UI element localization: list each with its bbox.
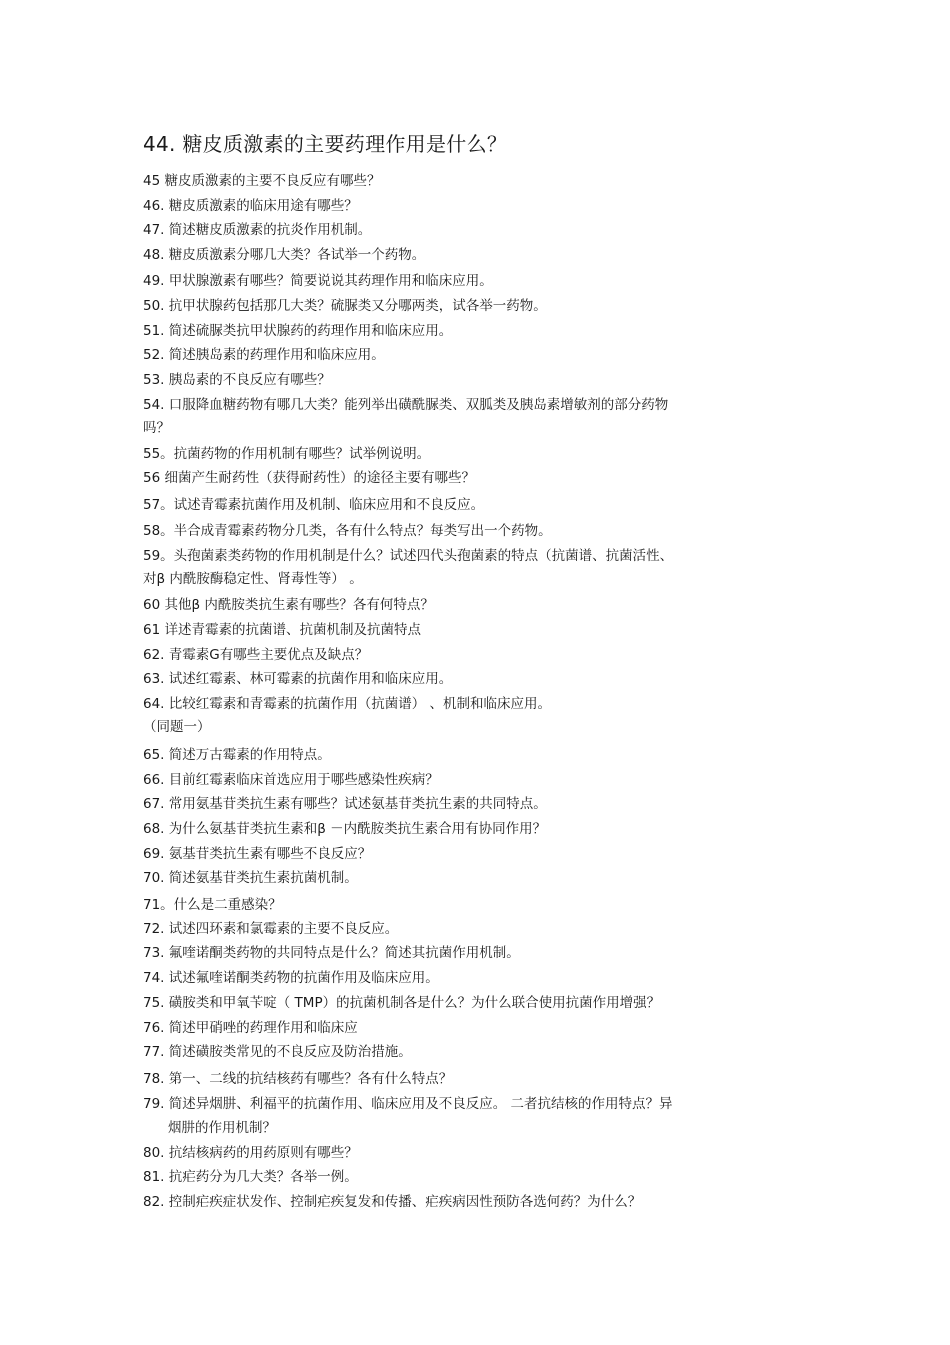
question-68: 68. 为什么氨基苷类抗生素和β －内酰胺类抗生素合用有协同作用？ <box>143 821 547 837</box>
question-78: 78. 第一、二线的抗结核药有哪些？各有什么特点？ <box>143 1071 453 1087</box>
question-64: 64. 比较红霉素和青霉素的抗菌作用（抗菌谱） 、机制和临床应用。 <box>143 696 552 712</box>
question-63: 63. 试述红霉素、林可霉素的抗菌作用和临床应用。 <box>143 671 453 687</box>
question-73: 73. 氟喹诺酮类药物的共同特点是什么？简述其抗菌作用机制。 <box>143 945 520 961</box>
question-79-continued: 烟肼的作用机制？ <box>168 1120 276 1136</box>
question-75: 75. 磺胺类和甲氧苄啶（ TMP）的抗菌机制各是什么？为什么联合使用抗菌作用增强？ <box>143 995 661 1011</box>
question-59-continued: 对β 内酰胺酶稳定性、肾毒性等） 。 <box>143 571 363 587</box>
question-70: 70. 简述氨基苷类抗生素抗菌机制。 <box>143 870 358 886</box>
question-47: 47. 简述糖皮质激素的抗炎作用机制。 <box>143 222 372 238</box>
question-46: 46. 糖皮质激素的临床用途有哪些？ <box>143 198 358 214</box>
question-49: 49. 甲状腺激素有哪些？简要说说其药理作用和临床应用。 <box>143 273 493 289</box>
question-54: 54. 口服降血糖药物有哪几大类？能列举出磺酰脲类、双胍类及胰岛素增敏剂的部分药物 <box>143 397 669 413</box>
question-66: 66. 目前红霉素临床首选应用于哪些感染性疾病？ <box>143 772 439 788</box>
question-62: 62. 青霉素G有哪些主要优点及缺点？ <box>143 647 369 663</box>
question-65: 65. 简述万古霉素的作用特点。 <box>143 747 331 763</box>
question-71: 71。什么是二重感染？ <box>143 897 282 913</box>
question-61: 61 详述青霉素的抗菌谱、抗菌机制及抗菌特点 <box>143 622 421 638</box>
question-64-continued: （同题一） <box>143 719 211 735</box>
question-56: 56 细菌产生耐药性（获得耐药性）的途径主要有哪些？ <box>143 470 475 486</box>
question-76: 76. 简述甲硝唑的药理作用和临床应 <box>143 1020 358 1036</box>
question-55: 55。抗菌药物的作用机制有哪些？试举例说明。 <box>143 446 431 462</box>
question-51: 51. 简述硫脲类抗甲状腺药的药理作用和临床应用。 <box>143 323 453 339</box>
question-53: 53. 胰岛素的不良反应有哪些？ <box>143 372 331 388</box>
question-44-heading: 44. 糖皮质激素的主要药理作用是什么？ <box>143 132 508 156</box>
question-59: 59。头孢菌素类药物的作用机制是什么？试述四代头孢菌素的特点（抗菌谱、抗菌活性、 <box>143 548 674 564</box>
question-58: 58。半合成青霉素药物分几类，各有什么特点？每类写出一个药物。 <box>143 523 552 539</box>
question-67: 67. 常用氨基苷类抗生素有哪些？试述氨基苷类抗生素的共同特点。 <box>143 796 547 812</box>
question-72: 72. 试述四环素和氯霉素的主要不良反应。 <box>143 921 399 937</box>
question-82: 82. 控制疟疾症状发作、控制疟疾复发和传播、疟疾病因性预防各选何药？为什么？ <box>143 1194 642 1210</box>
question-45: 45 糖皮质激素的主要不良反应有哪些？ <box>143 173 381 189</box>
question-54-continued: 吗？ <box>143 420 170 436</box>
question-57: 57。试述青霉素抗菌作用及机制、临床应用和不良反应。 <box>143 497 485 513</box>
question-69: 69. 氨基苷类抗生素有哪些不良反应？ <box>143 846 372 862</box>
question-50: 50. 抗甲状腺药包括那几大类？硫脲类又分哪两类，试各举一药物。 <box>143 298 547 314</box>
question-74: 74. 试述氟喹诺酮类药物的抗菌作用及临床应用。 <box>143 970 439 986</box>
question-77: 77. 简述磺胺类常见的不良反应及防治措施。 <box>143 1044 412 1060</box>
question-52: 52. 简述胰岛素的药理作用和临床应用。 <box>143 347 385 363</box>
question-80: 80. 抗结核病药的用药原则有哪些？ <box>143 1145 358 1161</box>
question-79: 79. 简述异烟肼、利福平的抗菌作用、临床应用及不良反应。 二者抗结核的作用特点？异 <box>143 1096 673 1112</box>
question-48: 48. 糖皮质激素分哪几大类？各试举一个药物。 <box>143 247 426 263</box>
question-81: 81. 抗疟药分为几大类？各举一例。 <box>143 1169 358 1185</box>
question-60: 60 其他β 内酰胺类抗生素有哪些？各有何特点？ <box>143 597 434 613</box>
